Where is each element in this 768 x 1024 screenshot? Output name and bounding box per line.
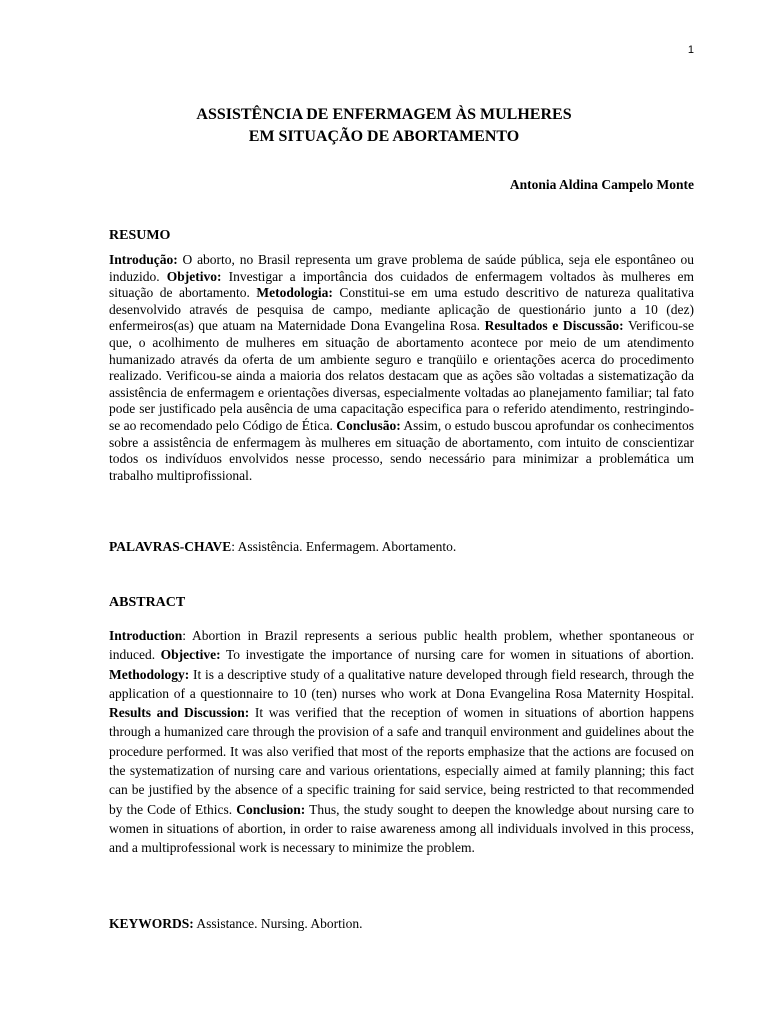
- resumo-metodologia-text: Constitui-se em uma estudo descritivo de natureza qualitativa desenvolvido através de pesquisa de campo, mediante aplicação de questionário junto a 10 (dez) enfermeiros(as) que atuam na Maternidade Dona Evangelina Rosa.: [109, 285, 695, 334]
- author-name: Antonia Aldina Campelo Monte: [509, 177, 694, 192]
- resumo-heading: RESUMO: [109, 228, 171, 243]
- paper-title: [0, 104, 768, 148]
- resumo-conclusao-label: Conclusão:: [336, 417, 401, 433]
- abstract-conclusion-text: Thus, the study sought to deepen the knowledge about nursing care to women in situations of abortion, in order to raise awareness among all individuals involved in this process, and a multiprofessional work is necessary to minimize the problem.: [109, 801, 694, 856]
- abstract-methodology-text: It is a descriptive study of a qualitative nature developed through field research, through the application of a questionnaire to 10 (ten) nurses who work at Dona Evangelina Rosa Maternity Hospital.: [109, 666, 694, 701]
- abstract-intro-label: Introduction: [109, 628, 183, 643]
- abstract-methodology-label: Methodology:: [109, 666, 190, 682]
- abstract-body: [109, 626, 694, 858]
- resumo-conclusao-text: Assim, o estudo buscou aprofundar os conhecimentos sobre a assistência de enfermagem às mulheres em situação de abortamento, com intuito de conscientizar todos os indivíduos envolvidos nesse processo, sendo necessário para minimizar a problemática um trabalho multiprofissional.: [109, 417, 695, 483]
- abstract-results-text: It was verified that the reception of women in situations of abortion happens through a humanized care through the provision of a safe and tranquil environment and guidelines about the procedure performed. It was also verified that most of the reports emphasize that the actions are focused on the systematization of nursing care and various orientations, especially aimed at family planning; this fact can be justified by the absence of a specific training for said service, being restricted to that recommended by the Code of Ethics.: [109, 705, 694, 817]
- abstract-heading: ABSTRACT: [109, 595, 186, 610]
- keywords-text: Assistance. Nursing. Abortion.: [193, 916, 363, 931]
- resumo-intro-text: O aborto, no Brasil representa um grave problema de saúde pública, seja ele espontâneo ou induzido.: [109, 252, 694, 284]
- abstract-intro-text: : Abortion in Brazil represents a serious public health problem, whether spontaneous or induced.: [109, 628, 694, 663]
- title-line-2: EM SITUAÇÃO DE ABORTAMENTO: [248, 128, 520, 145]
- resumo-objetivo-text: Investigar a importância dos cuidados de enfermagem voltados às mulheres em situação de abortamento.: [109, 268, 694, 301]
- palavras-chave-text: : Assistência. Enfermagem. Abortamento.: [231, 539, 457, 554]
- keywords: [109, 916, 694, 932]
- abstract-conclusion-label: Conclusion:: [236, 801, 306, 817]
- resumo-resultados-text: Verificou-se que, o acolhimento de mulheres em situação de abortamento acontece por meio de um atendimento humanizado através da oferta de um ambiente seguro e tranqüilo e orientações acerca do procedimento realizado. Verificou-se ainda a maioria dos relatos destacam que as ações são voltadas a sistematização da assistência de enfermagem e orientações diversas, especialmente voltadas ao planejamento familiar; tal fato pode ser justificado pela ausência de uma capacitação especifica para o referido atendimento, restringindo-se ao recomendado pelo Código de Ética.: [109, 318, 695, 433]
- resumo-intro-label: Introdução:: [109, 252, 178, 267]
- abstract-objective-text: To investigate the importance of nursing care for women in situations of abortion.: [220, 647, 694, 663]
- resumo-body: [109, 252, 694, 484]
- abstract-results-label: Results and Discussion:: [109, 705, 250, 721]
- page-number: 1: [687, 44, 694, 56]
- palavras-chave-label: PALAVRAS-CHAVE: [109, 539, 232, 554]
- abstract-objective-label: Objective:: [160, 647, 221, 663]
- palavras-chave: [109, 539, 694, 555]
- resumo-resultados-label: Resultados e Discussão:: [484, 318, 624, 334]
- keywords-label: KEYWORDS:: [109, 916, 194, 931]
- resumo-objetivo-label: Objetivo:: [166, 268, 222, 284]
- title-line-1: ASSISTÊNCIA DE ENFERMAGEM ÀS MULHERES: [196, 106, 572, 123]
- resumo-metodologia-label: Metodologia:: [256, 285, 333, 301]
